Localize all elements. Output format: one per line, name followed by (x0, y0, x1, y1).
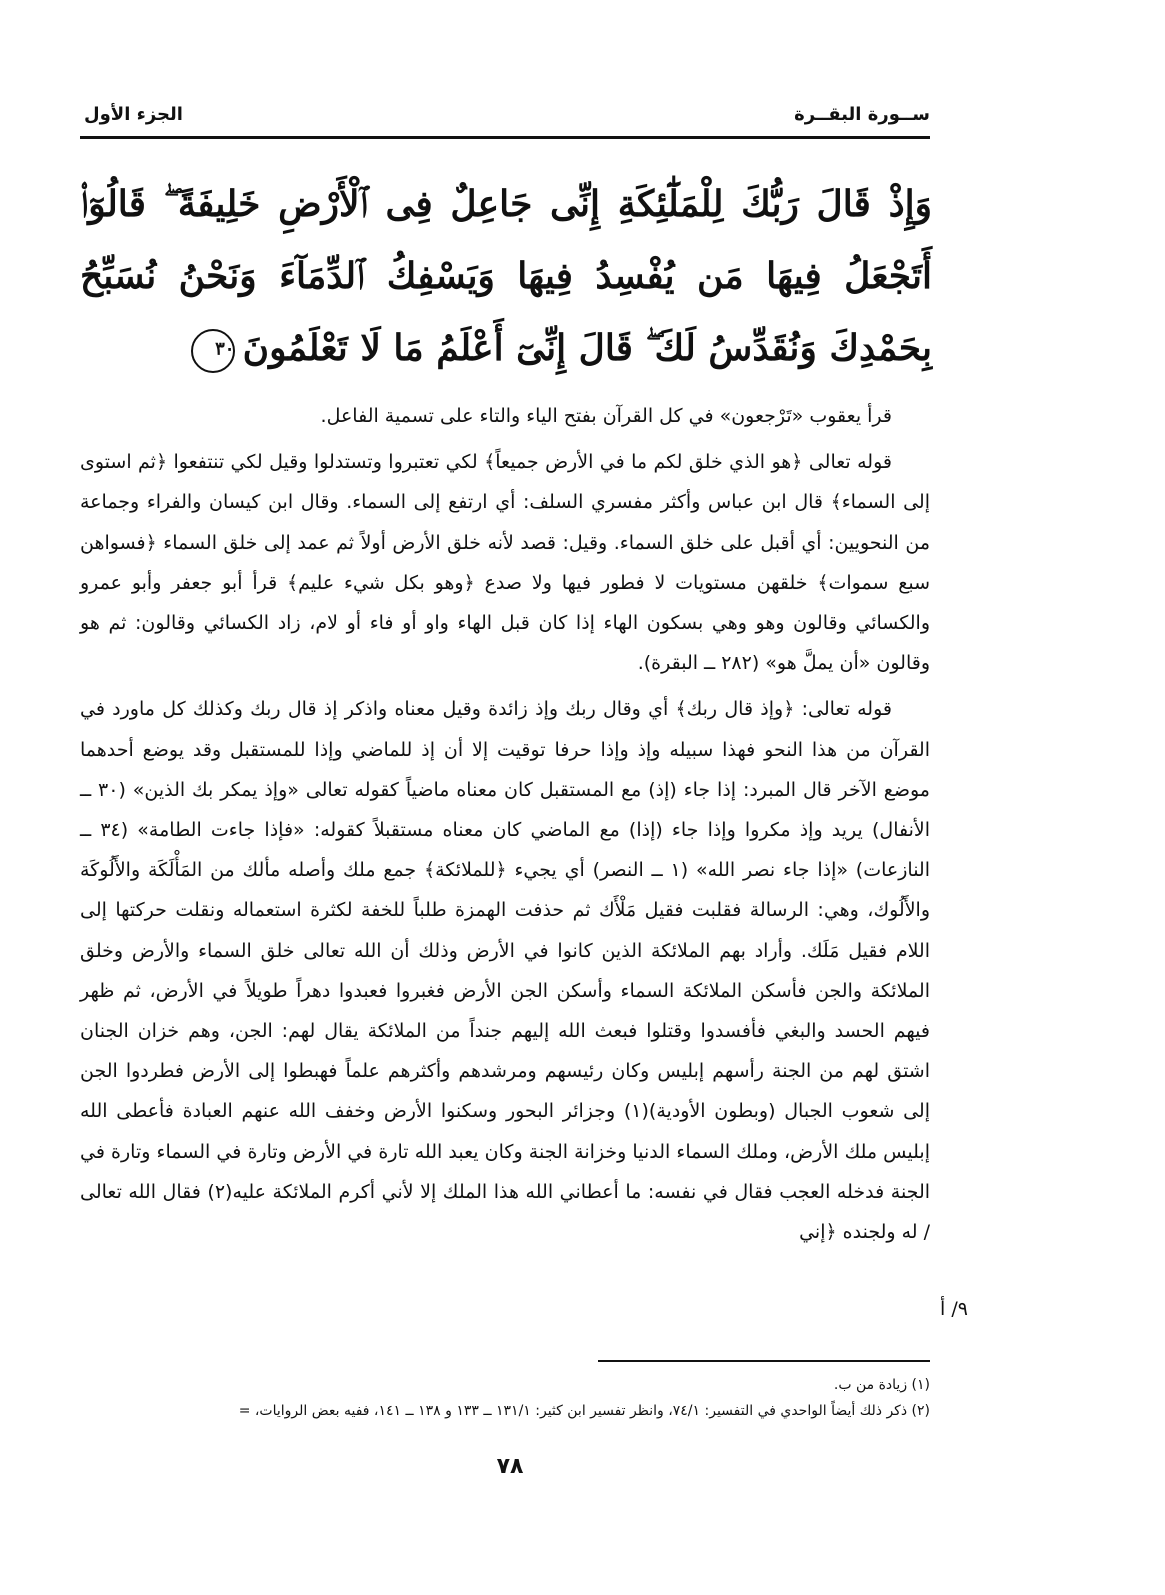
footnote: (١) زيادة من ب. (833, 1377, 930, 1393)
running-header (80, 100, 930, 139)
commentary-paragraph: قوله تعالى ﴿هو الذي خلق لكم ما في الأرض جميعاً﴾ لكي تعتبروا وتستدلوا وقيل لكي تنتفعوا ﴿ثم استوى إلى السماء﴾ قال ابن عباس وأكثر مفسري السلف: أي ارتفع إلى السماء. وقال ابن كيسان والفراء وجماعة من النحويين: أي أقبل على خلق السماء. وقيل: قصد لأنه خلق الأرض أولاً ثم عمد إلى خلق السماء ﴿فسواهن سبع سموات﴾ خلقهن مستويات لا فطور فيها ولا صدع ﴿وهو بكل شيء عليم﴾ قرأ أبو جعفر وأبو عمرو والكسائي وقالون وهو وهي بسكون الهاء إذا كان قبل الهاء واو أو فاء أو لام، زاد الكسائي وقالون: ثم هو وقالون «أن يملَّ هو» (٢٨٢ ــ البقرة). (80, 451, 930, 675)
surah-title: ســورة البقــرة (794, 104, 930, 125)
ayah-number: ٣٠ (214, 338, 235, 360)
footnote-divider (598, 1360, 930, 1362)
quran-verse (80, 168, 932, 384)
commentary-paragraph: قرأ يعقوب «تَرْجعون» في كل القرآن بفتح الياء والتاء على تسمية الفاعل. (320, 405, 892, 427)
commentary-body (80, 396, 930, 1258)
footnote: (٢) ذكر ذلك أيضاً الواحدي في التفسير: ٧٤/١، وانظر تفسير ابن كثير: ١٣١/١ ــ ١٣٣ و ١٣٨ ــ ١٤١، ففيه بعض الروايات، = (238, 1403, 930, 1419)
page-number: ٧٨ (496, 1454, 524, 1479)
commentary-paragraph: قوله تعالى: ﴿وإذ قال ربك﴾ أي وقال ربك وإذ زائدة وقيل معناه واذكر إذ قال ربك وكذلك كل ماورد في القرآن من هذا النحو فهذا سبيله وإذ وإذا حرفا توقيت إلا أن إذ للماضي وإذا للمستقبل وقد يوضع أحدهما موضع الآخر قال المبرد: إذا جاء (إذ) مع المستقبل كان معناه ماضياً كقوله تعالى «وإذ يمكر بك الذين» (٣٠ ــ الأنفال) يريد وإذ مكروا وإذا جاء (إذا) مع الماضي كان معناه مستقبلاً كقوله: «فإذا جاءت الطامة» (٣٤ ــ النازعات) «إذا جاء نصر الله» (١ ــ النصر) أي يجيء ﴿للملائكة﴾ جمع ملك وأصله مألك من المَأْلَكَة والأَلُوكَة والأَلُوك، وهي: الرسالة فقلبت فقيل مَلْأَك ثم حذفت الهمزة طلباً للخفة لكثرة استعماله ونقلت حركتها إلى اللام فقيل مَلَك. وأراد بهم الملائكة الذين كانوا في الأرض وذلك أن الله تعالى خلق السماء والأرض وخلق الملائكة والجن فأسكن الملائكة السماء وأسكن الجن الأرض فغبروا فعبدوا دهراً طويلاً في الأرض، ثم ظهر فيهم الحسد والبغي فأفسدوا وقتلوا فبعث الله إليهم جنداً من الملائكة يقال لهم: الجن، وهم خزان الجنان اشتق لهم من الجنة رأسهم إبليس وكان رئيسهم ومرشدهم وأكثرهم علماً فهبطوا إلى الأرض فطردوا الجن إلى شعوب الجبال (وبطون الأودية)(١) وجزائر البحور وسكنوا الأرض وخفف الله عنهم العبادة فأعطى الله إبليس ملك الأرض، وملك السماء الدنيا وخزانة الجنة وكان يعبد الله تارة في الأرض وتارة في السماء وتارة في الجنة فدخله العجب فقال في نفسه: ما أعطاني الله هذا الملك إلا لأني أكرم الملائكة عليه(٢) فقال الله تعالى / له ولجنده ﴿إني (80, 698, 931, 1244)
manuscript-folio-reference: ٩/ أ (940, 1298, 968, 1320)
ayah-number-marker (182, 320, 244, 382)
footnotes (40, 1372, 930, 1424)
verse-text: وَإِذْ قَالَ رَبُّكَ لِلْمَلَٰٓئِكَةِ إِنِّى جَاعِلٌ فِى ٱلْأَرْضِ خَلِيفَةً ۖ قَالُوٓا۟ أَتَجْعَلُ فِيهَا مَن يُفْسِدُ فِيهَا وَيَسْفِكُ ٱلدِّمَآءَ وَنَحْنُ نُسَبِّحُ بِحَمْدِكَ وَنُقَدِّسُ لَكَ ۖ قَالَ إِنِّىٓ أَعْلَمُ مَا لَا تَعْلَمُونَ (80, 183, 932, 369)
part-label: الجزء الأول (84, 104, 183, 125)
